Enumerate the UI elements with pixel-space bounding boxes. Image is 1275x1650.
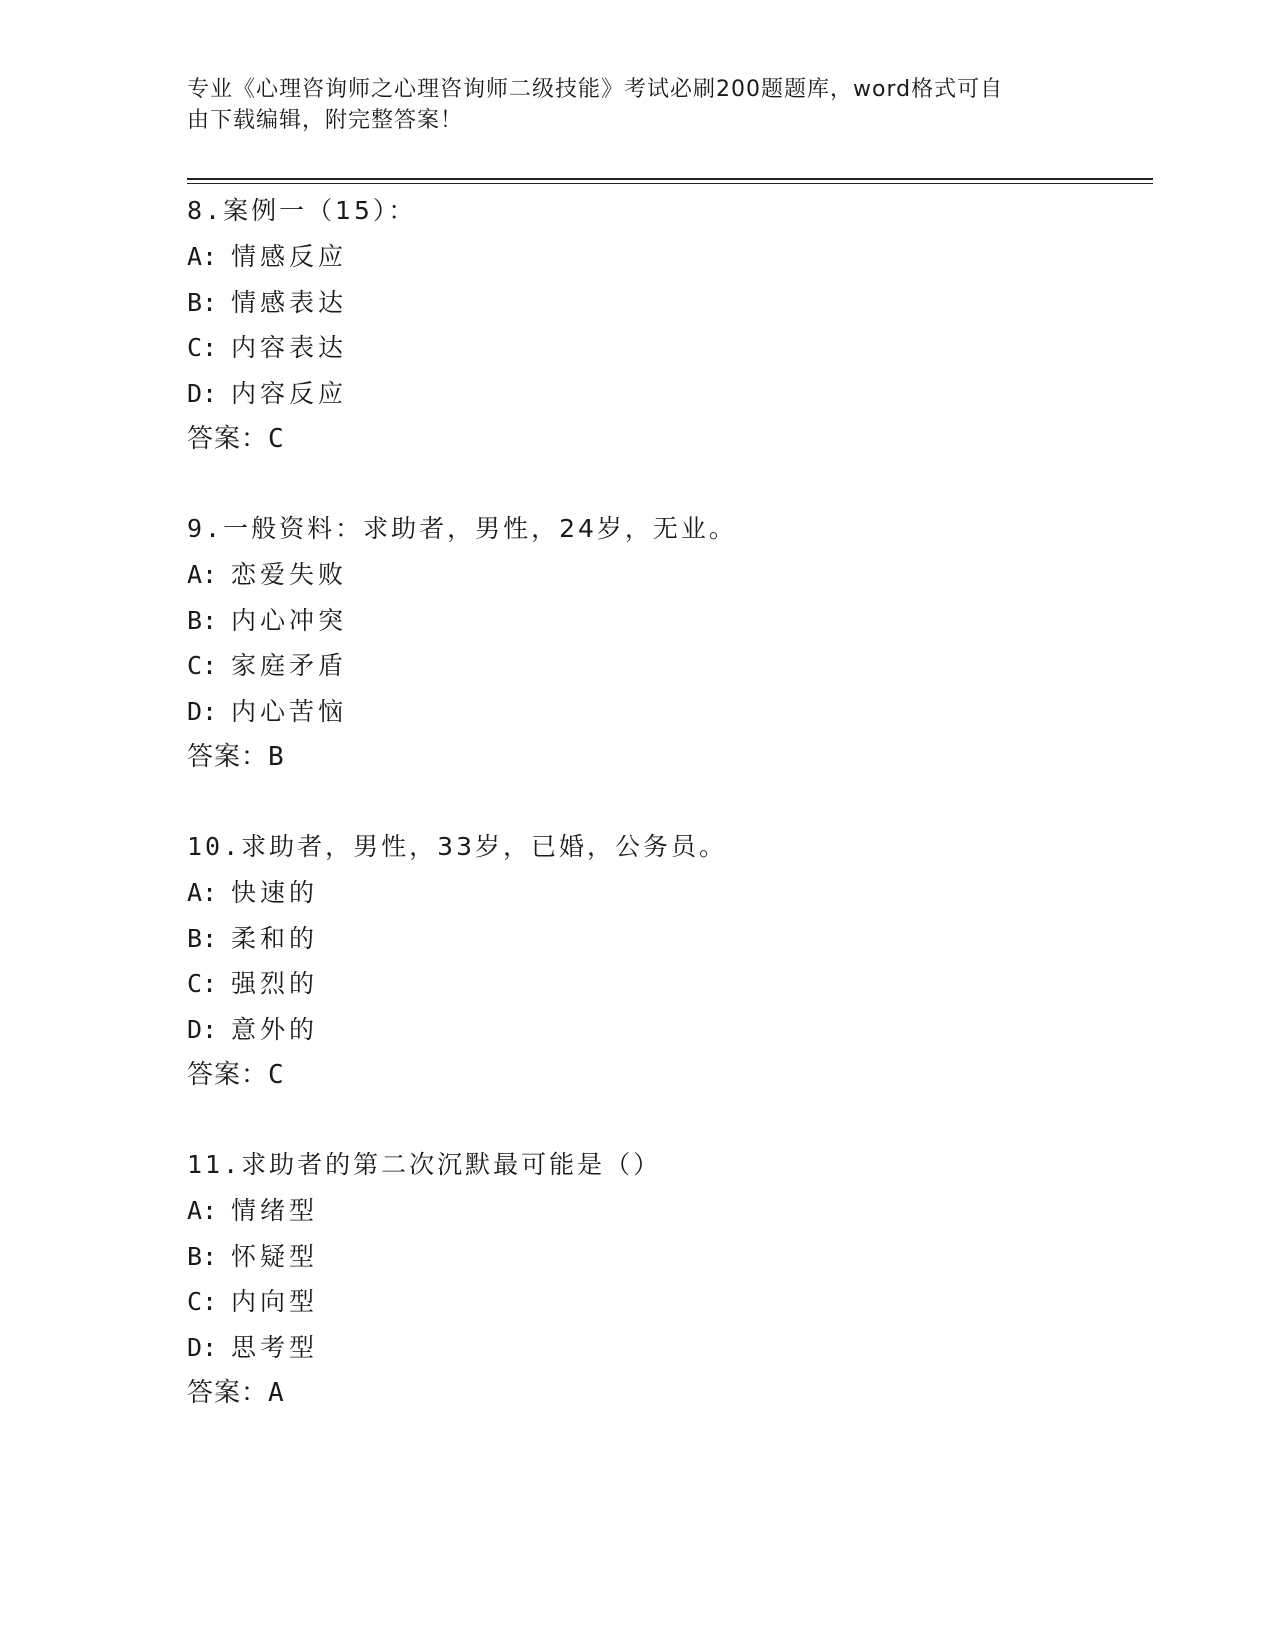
option-text: 怀疑型 xyxy=(231,1241,319,1271)
option-b xyxy=(187,598,1147,644)
option-letter: A: xyxy=(187,878,218,907)
option-b xyxy=(187,280,1147,326)
question-stem xyxy=(187,188,1147,234)
answer-value: A xyxy=(268,1378,284,1408)
header-line-1: 专业《心理咨询师之心理咨询师二级技能》考试必刷200题题库，word格式可自 xyxy=(187,77,1004,102)
option-letter: D: xyxy=(187,378,218,408)
question-number: 10. xyxy=(187,832,242,861)
option-c xyxy=(187,643,1147,689)
option-c xyxy=(187,1279,1147,1325)
option-letter: A: xyxy=(187,1196,218,1225)
answer-line xyxy=(187,1370,1147,1416)
option-c xyxy=(187,325,1147,371)
question-8 xyxy=(187,188,1147,462)
question-stem xyxy=(187,506,1147,552)
question-number: 8. xyxy=(187,196,224,225)
option-text: 思考型 xyxy=(231,1332,319,1362)
option-letter: C: xyxy=(187,651,218,680)
option-text: 内向型 xyxy=(231,1287,319,1316)
option-letter: B: xyxy=(187,1241,218,1271)
option-letter: B: xyxy=(187,605,218,635)
question-text: 案例一（15）： xyxy=(223,196,417,225)
question-number: 9. xyxy=(187,514,224,543)
question-stem xyxy=(187,824,1147,870)
option-letter: A: xyxy=(187,560,218,589)
option-text: 内容反应 xyxy=(231,378,348,408)
header-divider-thick xyxy=(187,178,1153,180)
answer-value: C xyxy=(268,424,284,454)
option-text: 内心冲突 xyxy=(231,605,348,635)
option-letter: C: xyxy=(187,1287,218,1316)
header-line-2: 由下载编辑，附完整答案！ xyxy=(187,108,464,133)
option-letter: A: xyxy=(187,242,218,271)
question-stem xyxy=(187,1142,1147,1188)
option-letter: C: xyxy=(187,969,218,998)
question-9 xyxy=(187,506,1147,780)
header-divider-thin xyxy=(187,183,1153,184)
option-a xyxy=(187,552,1147,598)
option-text: 情绪型 xyxy=(231,1196,319,1225)
answer-label: 答案： xyxy=(187,1060,269,1090)
option-letter: B: xyxy=(187,287,218,317)
answer-line xyxy=(187,734,1147,780)
answer-line xyxy=(187,416,1147,462)
option-c xyxy=(187,961,1147,1007)
question-number: 11. xyxy=(187,1150,242,1179)
option-b xyxy=(187,916,1147,962)
option-letter: C: xyxy=(187,333,218,362)
option-d xyxy=(187,1325,1147,1371)
answer-value: B xyxy=(268,742,284,772)
question-11 xyxy=(187,1142,1147,1416)
option-letter: D: xyxy=(187,1332,218,1362)
option-text: 强烈的 xyxy=(231,969,319,998)
question-list xyxy=(187,188,1147,1460)
option-text: 情感表达 xyxy=(231,287,348,317)
option-text: 柔和的 xyxy=(231,923,319,953)
question-text: 求助者，男性，33岁，已婚，公务员。 xyxy=(241,832,727,861)
option-d xyxy=(187,371,1147,417)
option-text: 内心苦恼 xyxy=(231,696,348,726)
option-letter: D: xyxy=(187,696,218,726)
option-d xyxy=(187,689,1147,735)
question-text: 求助者的第二次沉默最可能是（） xyxy=(241,1150,662,1179)
option-text: 家庭矛盾 xyxy=(231,651,348,680)
option-text: 内容表达 xyxy=(231,333,348,362)
option-text: 快速的 xyxy=(231,878,319,907)
answer-value: C xyxy=(268,1060,284,1090)
option-text: 意外的 xyxy=(231,1014,319,1044)
answer-label: 答案： xyxy=(187,742,269,772)
option-b xyxy=(187,1234,1147,1280)
question-10 xyxy=(187,824,1147,1098)
option-a xyxy=(187,234,1147,280)
answer-label: 答案： xyxy=(187,1378,269,1408)
question-text: 一般资料：求助者，男性，24岁，无业。 xyxy=(223,514,737,543)
option-letter: B: xyxy=(187,923,218,953)
answer-line xyxy=(187,1052,1147,1098)
option-letter: D: xyxy=(187,1014,218,1044)
option-d xyxy=(187,1007,1147,1053)
option-a xyxy=(187,1188,1147,1234)
option-a xyxy=(187,870,1147,916)
document-header xyxy=(187,74,1067,136)
option-text: 情感反应 xyxy=(231,242,348,271)
answer-label: 答案： xyxy=(187,424,269,454)
option-text: 恋爱失败 xyxy=(231,560,348,589)
